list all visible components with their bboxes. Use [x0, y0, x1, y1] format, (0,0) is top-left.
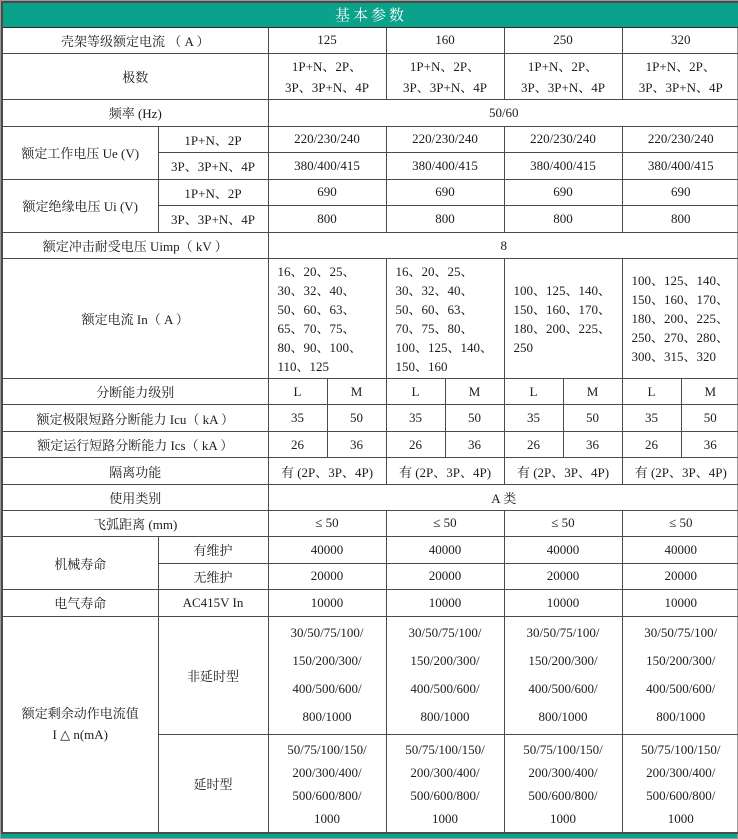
insulation-voltage-sub-1: 1P+N、2P: [158, 179, 268, 206]
elec-life-value-2: 10000: [386, 590, 504, 617]
frame-current-value-1: 125: [268, 27, 386, 54]
insulation-voltage-1-value-4: 690: [622, 179, 738, 206]
row-impulse-voltage: [2, 232, 738, 259]
row-mech-life-1: [2, 537, 738, 564]
row-insulation-voltage-1: [2, 179, 738, 206]
working-voltage-2-value-3: 380/400/415: [504, 153, 622, 180]
icu-value-8: 50: [681, 405, 738, 432]
isolation-label: 隔离功能: [2, 458, 268, 485]
breaking-class-value-7: L: [622, 378, 681, 405]
breaking-class-value-3: L: [386, 378, 445, 405]
ics-value-2: 36: [327, 431, 386, 458]
ics-value-5: 26: [504, 431, 563, 458]
row-breaking-class: [2, 378, 738, 405]
title-row: [2, 2, 738, 27]
breaking-class-value-5: L: [504, 378, 563, 405]
working-voltage-1-value-3: 220/230/240: [504, 126, 622, 153]
row-poles: [2, 54, 738, 100]
insulation-voltage-2-value-1: 800: [268, 206, 386, 233]
frame-current-value-2: 160: [386, 27, 504, 54]
row-rated-current: [2, 259, 738, 379]
arc-distance-label: 飞弧距离 (mm): [2, 510, 268, 537]
working-voltage-2-value-1: 380/400/415: [268, 153, 386, 180]
table-title: 基本参数: [2, 2, 738, 27]
breaking-class-value-8: M: [681, 378, 738, 405]
mech-life-sub-2: 无维护: [158, 563, 268, 590]
elec-life-sub: AC415V In: [158, 590, 268, 617]
bottom-accent-bar: [1, 834, 737, 838]
mech-life-1-value-4: 40000: [622, 537, 738, 564]
ics-value-1: 26: [268, 431, 327, 458]
icu-label: 额定极限短路分断能力 Icu（ kA ）: [2, 405, 268, 432]
arc-distance-value-4: ≤ 50: [622, 510, 738, 537]
mech-life-2-value-4: 20000: [622, 563, 738, 590]
frame-current-value-3: 250: [504, 27, 622, 54]
breaking-class-label: 分断能力级别: [2, 378, 268, 405]
mech-life-sub-1: 有维护: [158, 537, 268, 564]
ics-value-8: 36: [681, 431, 738, 458]
icu-value-1: 35: [268, 405, 327, 432]
residual-current-1-value-1: 30/50/75/100/ 150/200/300/ 400/500/600/ 800/1000: [268, 616, 386, 734]
row-frame-current: [2, 27, 738, 54]
elec-life-label: 电气寿命: [2, 590, 158, 617]
breaking-class-value-1: L: [268, 378, 327, 405]
mech-life-1-value-3: 40000: [504, 537, 622, 564]
rated-current-value-2: 16、20、25、 30、32、40、 50、60、63、 70、75、80、 100、125、140、 150、160: [386, 259, 504, 379]
impulse-voltage-label: 额定冲击耐受电压 Uimp（ kV ）: [2, 232, 268, 259]
mech-life-2-value-3: 20000: [504, 563, 622, 590]
rated-current-value-1: 16、20、25、 30、32、40、 50、60、63、 65、70、75、 80、90、100、 110、125: [268, 259, 386, 379]
insulation-voltage-2-value-3: 800: [504, 206, 622, 233]
residual-current-2-value-4: 50/75/100/150/ 200/300/400/ 500/600/800/ 1000: [622, 735, 738, 833]
row-ics: [2, 431, 738, 458]
working-voltage-label: 额定工作电压 Ue (V): [2, 126, 158, 179]
residual-current-1-value-3: 30/50/75/100/ 150/200/300/ 400/500/600/ 800/1000: [504, 616, 622, 734]
residual-current-2-value-1: 50/75/100/150/ 200/300/400/ 500/600/800/ 1000: [268, 735, 386, 833]
row-frequency: [2, 100, 738, 127]
mech-life-1-value-2: 40000: [386, 537, 504, 564]
row-category: [2, 485, 738, 511]
poles-label: 极数: [2, 54, 268, 100]
poles-value-3: 1P+N、2P、 3P、3P+N、4P: [504, 54, 622, 100]
impulse-voltage-value: 8: [268, 232, 738, 259]
isolation-value-1: 有 (2P、3P、4P): [268, 458, 386, 485]
poles-value-1: 1P+N、2P、 3P、3P+N、4P: [268, 54, 386, 100]
isolation-value-4: 有 (2P、3P、4P): [622, 458, 738, 485]
residual-current-2-value-3: 50/75/100/150/ 200/300/400/ 500/600/800/ 1000: [504, 735, 622, 833]
icu-value-5: 35: [504, 405, 563, 432]
frequency-label: 频率 (Hz): [2, 100, 268, 127]
residual-current-2-value-2: 50/75/100/150/ 200/300/400/ 500/600/800/ 1000: [386, 735, 504, 833]
row-arc-distance: [2, 510, 738, 537]
ics-label: 额定运行短路分断能力 Ics（ kA ）: [2, 431, 268, 458]
rated-current-value-4: 100、125、140、 150、160、170、 180、200、225、 250、270、280、 300、315、320: [622, 259, 738, 379]
insulation-voltage-label: 额定绝缘电压 Ui (V): [2, 179, 158, 232]
working-voltage-1-value-1: 220/230/240: [268, 126, 386, 153]
working-voltage-2-value-4: 380/400/415: [622, 153, 738, 180]
icu-value-4: 50: [445, 405, 504, 432]
isolation-value-3: 有 (2P、3P、4P): [504, 458, 622, 485]
icu-value-2: 50: [327, 405, 386, 432]
elec-life-value-3: 10000: [504, 590, 622, 617]
residual-current-sub-2: 延时型: [158, 735, 268, 833]
residual-current-1-value-2: 30/50/75/100/ 150/200/300/ 400/500/600/ 800/1000: [386, 616, 504, 734]
poles-value-2: 1P+N、2P、 3P、3P+N、4P: [386, 54, 504, 100]
rated-current-label: 额定电流 In（ A ）: [2, 259, 268, 379]
insulation-voltage-1-value-1: 690: [268, 179, 386, 206]
mech-life-2-value-2: 20000: [386, 563, 504, 590]
icu-value-6: 50: [563, 405, 622, 432]
residual-current-1-value-4: 30/50/75/100/ 150/200/300/ 400/500/600/ 800/1000: [622, 616, 738, 734]
row-icu: [2, 405, 738, 432]
mech-life-2-value-1: 20000: [268, 563, 386, 590]
ics-value-3: 26: [386, 431, 445, 458]
working-voltage-1-value-4: 220/230/240: [622, 126, 738, 153]
insulation-voltage-1-value-2: 690: [386, 179, 504, 206]
category-value: A 类: [268, 485, 738, 511]
ics-value-7: 26: [622, 431, 681, 458]
icu-value-3: 35: [386, 405, 445, 432]
basic-parameters-table: [1, 1, 738, 834]
ics-value-4: 36: [445, 431, 504, 458]
row-isolation: [2, 458, 738, 485]
insulation-voltage-1-value-3: 690: [504, 179, 622, 206]
category-label: 使用类别: [2, 485, 268, 511]
frequency-value: 50/60: [268, 100, 738, 127]
working-voltage-sub-1: 1P+N、2P: [158, 126, 268, 153]
ics-value-6: 36: [563, 431, 622, 458]
row-elec-life: [2, 590, 738, 617]
residual-current-sub-1: 非延时型: [158, 616, 268, 734]
breaking-class-value-4: M: [445, 378, 504, 405]
arc-distance-value-1: ≤ 50: [268, 510, 386, 537]
arc-distance-value-2: ≤ 50: [386, 510, 504, 537]
working-voltage-2-value-2: 380/400/415: [386, 153, 504, 180]
elec-life-value-1: 10000: [268, 590, 386, 617]
mech-life-label: 机械寿命: [2, 537, 158, 590]
row-working-voltage-1: [2, 126, 738, 153]
rated-current-value-3: 100、125、140、 150、160、170、 180、200、225、 250: [504, 259, 622, 379]
working-voltage-sub-2: 3P、3P+N、4P: [158, 153, 268, 180]
mech-life-1-value-1: 40000: [268, 537, 386, 564]
arc-distance-value-3: ≤ 50: [504, 510, 622, 537]
elec-life-value-4: 10000: [622, 590, 738, 617]
frame-current-label: 壳架等级额定电流 （ A ）: [2, 27, 268, 54]
icu-value-7: 35: [622, 405, 681, 432]
row-residual-current-1: [2, 616, 738, 734]
insulation-voltage-2-value-4: 800: [622, 206, 738, 233]
insulation-voltage-2-value-2: 800: [386, 206, 504, 233]
breaking-class-value-2: M: [327, 378, 386, 405]
insulation-voltage-sub-2: 3P、3P+N、4P: [158, 206, 268, 233]
frame-current-value-4: 320: [622, 27, 738, 54]
breaking-class-value-6: M: [563, 378, 622, 405]
residual-current-label: 额定剩余动作电流值 I △ n(mA): [2, 616, 158, 833]
poles-value-4: 1P+N、2P、 3P、3P+N、4P: [622, 54, 738, 100]
working-voltage-1-value-2: 220/230/240: [386, 126, 504, 153]
isolation-value-2: 有 (2P、3P、4P): [386, 458, 504, 485]
